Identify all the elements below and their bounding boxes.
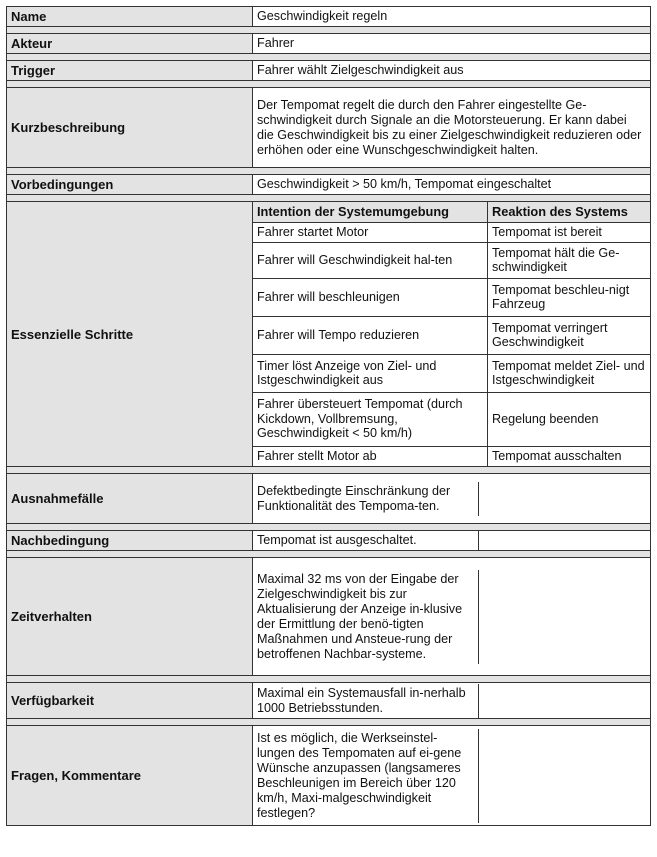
steps-header [253,202,650,222]
use-case-table [6,6,651,826]
step-row [253,316,650,354]
row-kurzbeschreibung [7,88,651,168]
label-trigger: Trigger [7,61,253,81]
step-intention: Fahrer will beschleunigen [253,278,488,316]
value-fragen-kommentare: Ist es möglich, die Werkseinstel-lungen des Tempomaten auf ei-gene Wünsche anzupassen (langsameres Beschleunigen im Bereich über 120 km/h, Maxi-malgeschwindigkeit festlegen? [253,729,479,823]
label-verfuegbarkeit: Verfügbarkeit [7,683,253,719]
step-row [253,446,650,466]
step-row [253,222,650,242]
step-reaktion: Regelung beenden [488,392,651,446]
row-fragen-kommentare [7,726,651,826]
value-verfuegbarkeit: Maximal ein Systemausfall in-nerhalb 1000 Betriebsstunden. [253,684,479,718]
value-zeitverhalten: Maximal 32 ms von der Eingabe der Zielgeschwindigkeit bis zur Aktualisierung der Anzeige in-klusive der Ermittlung der benö-tigten Maßnahmen und Ansteue-rung der betroffenen Nachbar-systeme. [253,570,479,664]
value-akteur: Fahrer [253,34,651,54]
label-vorbedingungen: Vorbedingungen [7,175,253,195]
step-reaktion: Tempomat ist bereit [488,222,651,242]
value-kurzbeschreibung: Der Tempomat regelt die durch den Fahrer eingestellte Ge-schwindigkeit durch Signale an die Motorsteuerung. Er kann dabei die Geschwindigkeit bis zu einer Zielgeschwindigkeit reduzieren oder erhöhen oder eine Wunschgeschwindigkeit halten. [253,88,651,168]
step-reaktion: Tempomat meldet Ziel- und Istgeschwindigkeit [488,354,651,392]
step-intention: Fahrer übersteuert Tempomat (durch Kickdown, Vollbremsung, Geschwindigkeit < 50 km/h) [253,392,488,446]
step-row [253,354,650,392]
value-trigger: Fahrer wählt Zielgeschwindigkeit aus [253,61,651,81]
step-intention: Fahrer stellt Motor ab [253,446,488,466]
label-name: Name [7,7,253,27]
use-case-sheet [6,6,651,826]
step-reaktion: Tempomat beschleu-nigt Fahrzeug [488,278,651,316]
steps-table [253,202,650,466]
step-reaktion: Tempomat hält die Ge-schwindigkeit [488,242,651,278]
label-zeitverhalten: Zeitverhalten [7,558,253,676]
step-row [253,242,650,278]
step-reaktion: Tempomat verringert Geschwindigkeit [488,316,651,354]
row-zeitverhalten [7,558,651,676]
step-intention: Timer löst Anzeige von Ziel- und Istgeschwindigkeit aus [253,354,488,392]
label-nachbedingung: Nachbedingung [7,531,253,551]
step-intention: Fahrer will Tempo reduzieren [253,316,488,354]
label-kurzbeschreibung: Kurzbeschreibung [7,88,253,168]
row-trigger [7,61,651,81]
step-intention: Fahrer startet Motor [253,222,488,242]
label-essenzielle-schritte: Essenzielle Schritte [7,202,253,467]
column-header-intention: Intention der Systemumgebung [253,202,488,222]
row-name [7,7,651,27]
row-nachbedingung [7,531,651,551]
row-vorbedingungen [7,175,651,195]
row-verfuegbarkeit [7,683,651,719]
step-row [253,278,650,316]
value-ausnahmefaelle: Defektbedingte Einschränkung der Funktionalität des Tempoma-ten. [253,482,479,516]
row-akteur [7,34,651,54]
value-vorbedingungen: Geschwindigkeit > 50 km/h, Tempomat eingeschaltet [253,175,651,195]
value-name: Geschwindigkeit regeln [253,7,651,27]
label-ausnahmefaelle: Ausnahmefälle [7,474,253,524]
step-intention: Fahrer will Geschwindigkeit hal-ten [253,242,488,278]
column-header-reaktion: Reaktion des Systems [488,202,651,222]
label-fragen-kommentare: Fragen, Kommentare [7,726,253,826]
label-akteur: Akteur [7,34,253,54]
value-nachbedingung: Tempomat ist ausgeschaltet. [253,531,479,550]
step-reaktion: Tempomat ausschalten [488,446,651,466]
row-essenzielle-schritte [7,202,651,467]
row-ausnahmefaelle [7,474,651,524]
step-row [253,392,650,446]
